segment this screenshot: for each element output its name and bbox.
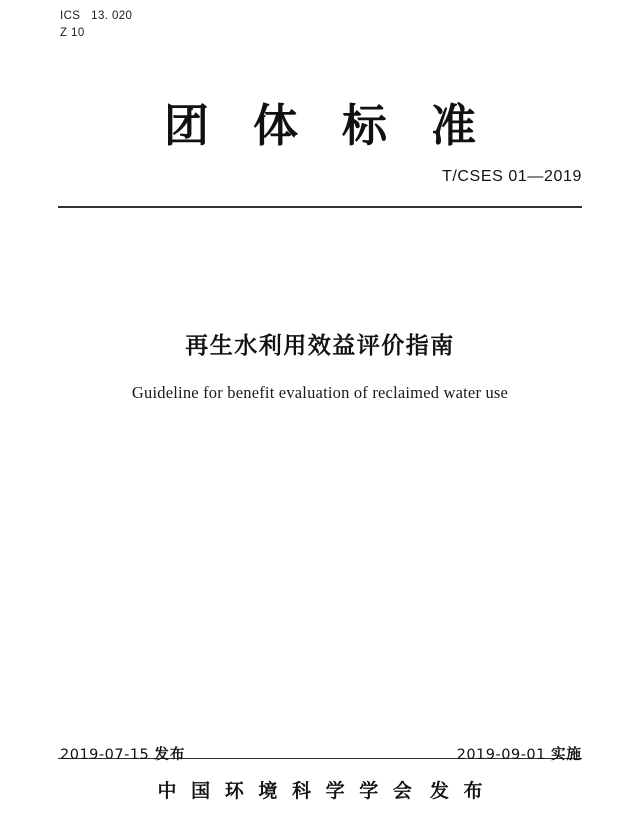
- header-divider: [58, 206, 582, 208]
- standard-number: T/CSES 01—2019: [441, 168, 582, 185]
- document-title-english: Guideline for benefit evaluation of reclaimed water use: [131, 383, 509, 402]
- classification-code: Z 10: [60, 27, 85, 39]
- ics-value: 13. 020: [91, 10, 133, 22]
- standard-type-title: 团体标准: [163, 99, 520, 152]
- ics-label: ICS: [60, 10, 81, 22]
- document-title-chinese: 再生水利用效益评价指南: [185, 333, 455, 359]
- publisher-verb: 发 布: [429, 780, 487, 802]
- issue-date-word: 发布: [154, 747, 186, 763]
- ics-classification-block: [60, 8, 132, 42]
- issue-date: 2019-07-15: [60, 747, 150, 763]
- effective-date-block: [457, 743, 582, 764]
- effective-date: 2019-09-01: [456, 747, 546, 763]
- publisher-block: [0, 776, 640, 803]
- publisher-organization: 中 国 环 境 科 学 学 会: [157, 780, 416, 802]
- issue-date-block: [60, 743, 185, 764]
- effective-date-word: 实施: [551, 747, 582, 763]
- ics-line: [60, 8, 132, 25]
